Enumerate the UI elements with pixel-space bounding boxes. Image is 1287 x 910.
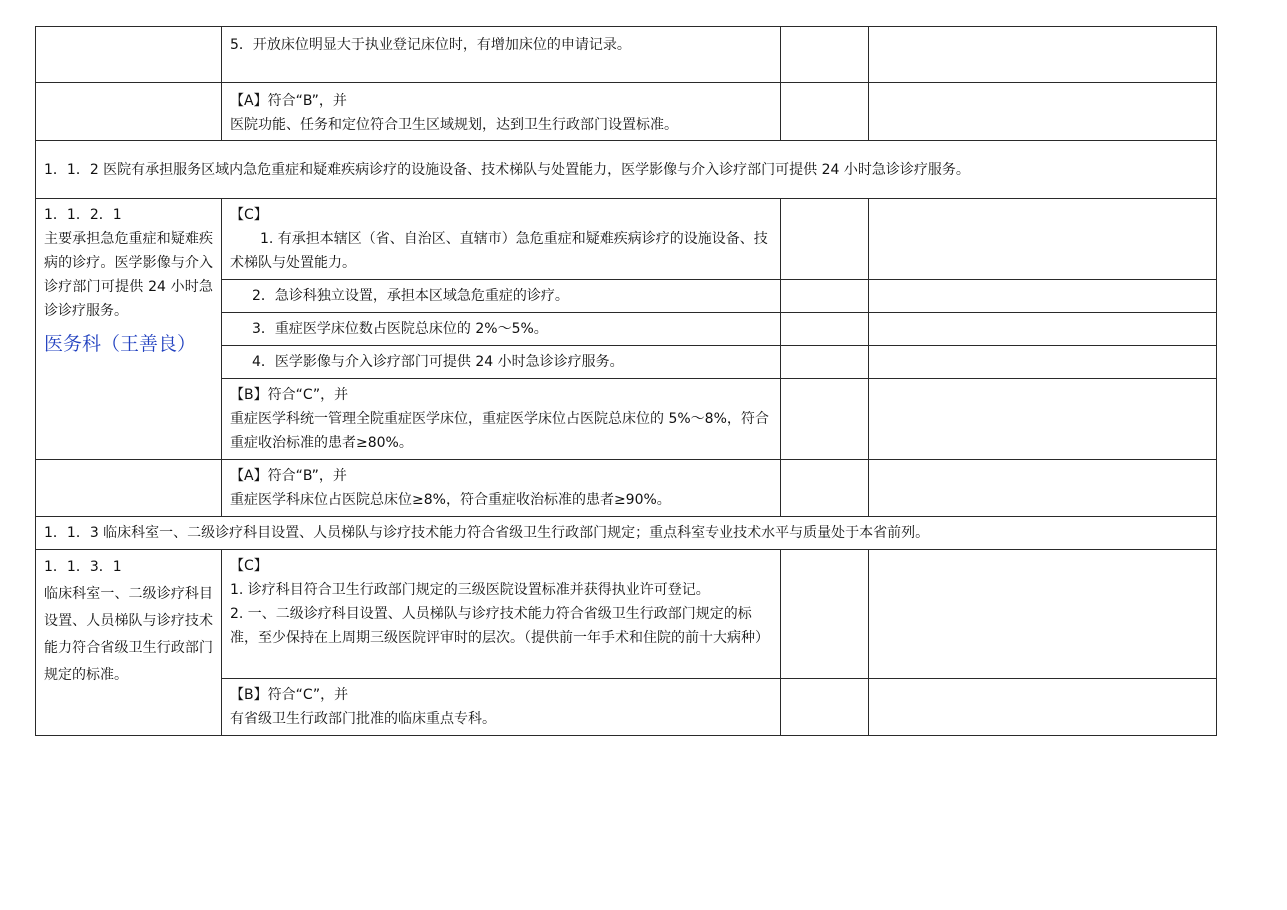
grade-b-text: 有省级卫生行政部门批准的临床重点专科。 [230,711,496,727]
article-cell-empty [36,83,222,141]
remarks-cell [869,27,1217,83]
score-cell [781,679,869,736]
article-text: 临床科室一、二级诊疗科目设置、人员梯队与诊疗技术能力符合省级卫生行政部门规定的标准。 [44,586,213,683]
grade-c-cell [222,550,781,679]
score-cell [781,83,869,141]
score-cell [781,550,869,679]
article-cell-empty [36,460,222,517]
remarks-cell [869,199,1217,280]
remarks-cell [869,83,1217,141]
grade-b-heading: 【B】符合“C”，并 [230,387,349,403]
table-row [36,550,1217,679]
table-row [36,27,1217,83]
section-heading-1-1-2: 1．1．2 医院有承担服务区域内急危重症和疑难疾病诊疗的设施设备、技术梯队与处置能力，医学影像与介入诊疗部门可提供 24 小时急诊诊疗服务。 [36,141,1217,199]
grade-b-cell [222,679,781,736]
remarks-cell [869,379,1217,460]
remarks-cell [869,346,1217,379]
article-text: 主要承担急危重症和疑难疾病的诊疗。医学影像与介入诊疗部门可提供 24 小时急诊诊疗服务。 [44,231,213,319]
grade-a-heading: 【A】符合“B”，并 [230,468,347,484]
article-code: 1．1．2．1 [44,207,122,223]
responsible-department: 医务科（王善良） [44,333,197,355]
grade-c-cell [222,199,781,280]
section-row [36,517,1217,550]
grade-c-item-1: 1. 有承担本辖区（省、自治区、直辖市）急危重症和疑难疾病诊疗的设施设备、技术梯队与处置能力。 [230,231,768,271]
grade-c-item-3: 3．重症医学床位数占医院总床位的 2%～5%。 [222,313,781,346]
grade-b-cell [222,379,781,460]
grade-c-item-4: 4．医学影像与介入诊疗部门可提供 24 小时急诊诊疗服务。 [222,346,781,379]
grade-c-heading: 【C】 [230,207,268,223]
grade-c-heading: 【C】 [230,558,268,574]
grade-a-cell [222,460,781,517]
criterion-item-5: 5．开放床位明显大于执业登记床位时，有增加床位的申请记录。 [222,27,781,83]
table-row [36,199,1217,280]
score-cell [781,280,869,313]
grade-a-cell [222,83,781,141]
article-cell-empty [36,27,222,83]
article-cell-1-1-2-1 [36,199,222,460]
remarks-cell [869,679,1217,736]
score-cell [781,199,869,280]
remarks-cell [869,550,1217,679]
grade-b-heading: 【B】符合“C”，并 [230,687,349,703]
grade-c-item-1: 1. 诊疗科目符合卫生行政部门规定的三级医院设置标准并获得执业许可登记。 [230,582,710,598]
table-row [36,460,1217,517]
remarks-cell [869,313,1217,346]
grade-a-text: 重症医学科床位占医院总床位≥8%，符合重症收治标准的患者≥90%。 [230,492,671,508]
score-cell [781,460,869,517]
grade-c-item-2: 2. 一、二级诊疗科目设置、人员梯队与诊疗技术能力符合省级卫生行政部门规定的标准，至少保持在上周期三级医院评审时的层次。（提供前一年手术和住院的前十大病种） [230,606,769,646]
score-cell [781,27,869,83]
score-cell [781,379,869,460]
grade-a-text: 医院功能、任务和定位符合卫生区域规划，达到卫生行政部门设置标准。 [230,117,678,133]
grade-b-text: 重症医学科统一管理全院重症医学床位，重症医学床位占医院总床位的 5%～8%，符合重症收治标准的患者≥80%。 [230,411,769,451]
grade-c-item-2: 2．急诊科独立设置，承担本区域急危重症的诊疗。 [222,280,781,313]
section-row [36,141,1217,199]
section-heading-1-1-3: 1．1．3 临床科室一、二级诊疗科目设置、人员梯队与诊疗技术能力符合省级卫生行政部门规定；重点科室专业技术水平与质量处于本省前列。 [36,517,1217,550]
grade-a-heading: 【A】符合“B”，并 [230,93,347,109]
article-cell-1-1-3-1 [36,550,222,736]
score-cell [781,313,869,346]
standards-table [35,26,1217,736]
remarks-cell [869,460,1217,517]
remarks-cell [869,280,1217,313]
table-row [36,83,1217,141]
score-cell [781,346,869,379]
article-code: 1．1．3．1 [44,559,122,575]
